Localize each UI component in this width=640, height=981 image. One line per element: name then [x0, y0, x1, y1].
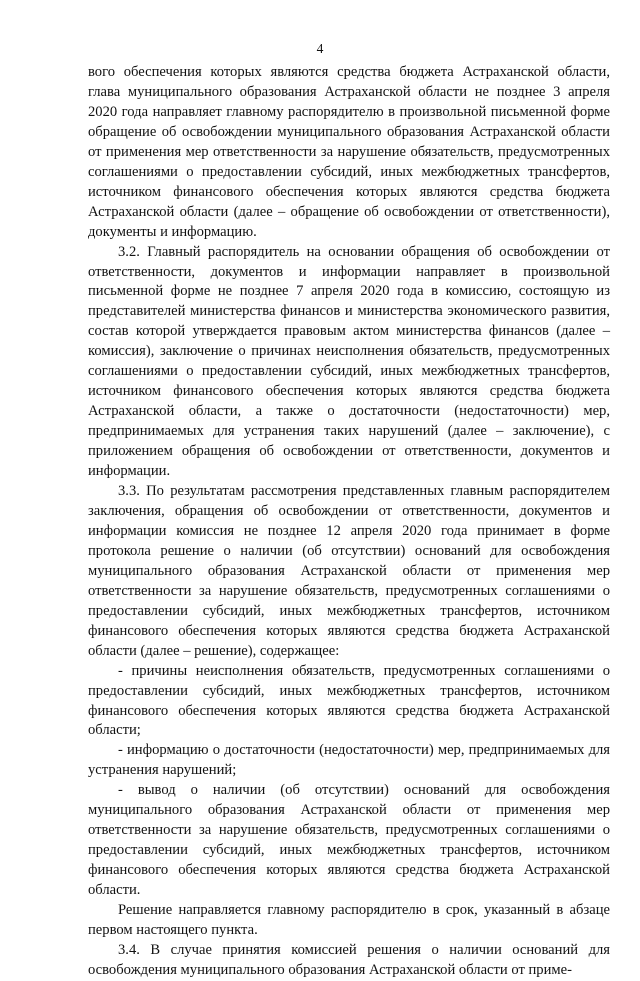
paragraph-clause-3-4: 3.4. В случае принятия комиссией решения о наличии оснований для освобождения муниципального образования Астраханской области от приме-: [88, 941, 610, 978]
list-item-reasons: - причины неисполнения обязательств, предусмотренных соглашениями о предоставлении субсидий, иных межбюджетных трансфертов, источником финансового обеспечения которых являются средства бюджета Астраханской области;: [88, 662, 610, 739]
paragraph-clause-3-3: 3.3. По результатам рассмотрения представленных главным распорядителем заключения, обращения об освобождении от ответственности, документов и информации комиссия не позднее 12 апреля 2020 года принимает в форме протокола решение о наличии (об отсутствии) оснований для освобождения муниципального образования Астраханской области от применения мер ответственности за нарушение обязательств, предусмотренных соглашениями о предоставлении субсидий, иных межбюджетных трансфертов, источником финансового обеспечения которых являются средства бюджета Астраханской области (далее – решение), содержащее:: [88, 483, 610, 659]
page-number: 4: [316, 41, 324, 56]
document-body: [88, 63, 610, 981]
paragraph-clause-3-2: 3.2. Главный распорядитель на основании обращения об освобождении от ответственности, документов и информации направляет в произвольной письменной форме не позднее 7 апреля 2020 года в комиссию, состоящую из представителей министерства финансов и министерства экономического развития, состав которой утверждается правовым актом министерства финансов (далее – комиссия), заключение о причинах неисполнения обязательств, предусмотренных соглашениями о предоставлении субсидий, иных межбюджетных трансфертов, источником финансового обеспечения которых являются средства бюджета Астраханской области, а также о достаточности (недостаточности) мер, предпринимаемых для устранения таких нарушений (далее – заключение), с приложением обращения об освобождении от ответственности, документов и информации.: [88, 243, 610, 480]
list-item-conclusion: - вывод о наличии (об отсутствии) оснований для освобождения муниципального образования Астраханской области от применения мер ответственности за нарушение обязательств, предусмотренных соглашениями о предоставлении субсидий, иных межбюджетных трансфертов, источником финансового обеспечения которых являются средства бюджета Астраханской области.: [88, 782, 610, 899]
list-item-sufficiency: - информацию о достаточности (недостаточности) мер, предпринимаемых для устранения нарушений;: [88, 742, 610, 779]
paragraph-continuation: вого обеспечения которых являются средства бюджета Астраханской области, глава муниципального образования Астраханской области не позднее 3 апреля 2020 года направляет главному распорядителю в произвольной письменной форме обращение об освобождении муниципального образования Астраханской области от применения мер ответственности за нарушение обязательств, предусмотренных соглашениями о предоставлении субсидий, иных межбюджетных трансфертов, источником финансового обеспечения которых являются средства бюджета Астраханской области (далее – обращение об освобождении от ответственности), документы и информацию.: [88, 64, 610, 240]
paragraph-decision-sent: Решение направляется главному распорядителю в срок, указанный в абзаце первом настоящего пункта.: [88, 902, 610, 938]
